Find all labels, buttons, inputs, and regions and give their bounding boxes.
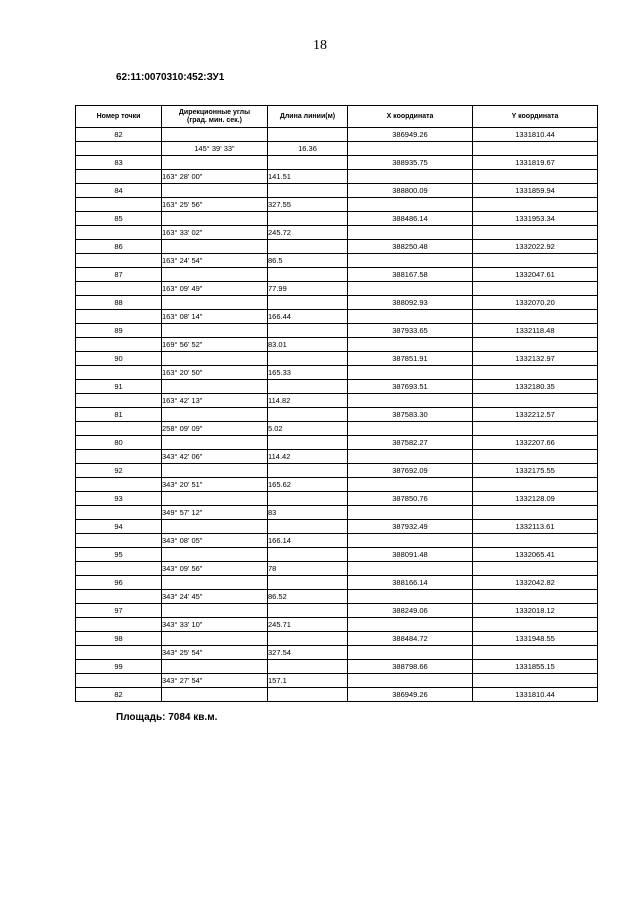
point-number: 94 <box>76 520 162 534</box>
point-row <box>76 324 598 338</box>
empty-cell <box>348 674 473 688</box>
point-row <box>76 660 598 674</box>
empty-cell <box>268 576 348 590</box>
x-coordinate: 388166.14 <box>348 576 473 590</box>
point-row <box>76 268 598 282</box>
empty-cell <box>473 506 598 520</box>
empty-cell <box>268 128 348 142</box>
segment-row <box>76 478 598 492</box>
y-coordinate: 1331855.15 <box>473 660 598 674</box>
empty-cell <box>162 492 268 506</box>
empty-cell <box>473 338 598 352</box>
empty-cell <box>76 338 162 352</box>
point-number: 80 <box>76 436 162 450</box>
empty-cell <box>76 618 162 632</box>
empty-cell <box>268 464 348 478</box>
x-coordinate: 387692.09 <box>348 464 473 478</box>
direction-angle: 163° 24' 54" <box>162 254 268 268</box>
empty-cell <box>76 310 162 324</box>
empty-cell <box>162 380 268 394</box>
point-row <box>76 548 598 562</box>
line-length: 114.42 <box>268 450 348 464</box>
direction-angle: 163° 25' 56" <box>162 198 268 212</box>
empty-cell <box>162 604 268 618</box>
empty-cell <box>473 422 598 436</box>
y-coordinate: 1332018.12 <box>473 604 598 618</box>
empty-cell <box>76 170 162 184</box>
point-number: 81 <box>76 408 162 422</box>
x-coordinate: 388798.66 <box>348 660 473 674</box>
y-coordinate: 1331810.44 <box>473 128 598 142</box>
segment-row <box>76 282 598 296</box>
empty-cell <box>76 590 162 604</box>
empty-cell <box>348 310 473 324</box>
empty-cell <box>473 562 598 576</box>
empty-cell <box>348 506 473 520</box>
segment-row <box>76 226 598 240</box>
point-number: 86 <box>76 240 162 254</box>
line-length: 165.62 <box>268 478 348 492</box>
x-coordinate: 388167.58 <box>348 268 473 282</box>
empty-cell <box>473 366 598 380</box>
empty-cell <box>162 128 268 142</box>
empty-cell <box>76 198 162 212</box>
empty-cell <box>268 548 348 562</box>
point-row <box>76 464 598 478</box>
empty-cell <box>348 618 473 632</box>
empty-cell <box>162 660 268 674</box>
table-body <box>76 128 598 702</box>
line-length: 78 <box>268 562 348 576</box>
empty-cell <box>348 198 473 212</box>
empty-cell <box>348 450 473 464</box>
empty-cell <box>162 520 268 534</box>
direction-angle: 163° 42' 13" <box>162 394 268 408</box>
point-row <box>76 352 598 366</box>
direction-angle: 163° 20' 50" <box>162 366 268 380</box>
empty-cell <box>473 170 598 184</box>
point-number: 90 <box>76 352 162 366</box>
y-coordinate: 1332113.61 <box>473 520 598 534</box>
y-coordinate: 1332175.55 <box>473 464 598 478</box>
x-coordinate: 388249.06 <box>348 604 473 618</box>
direction-angle: 163° 09' 49" <box>162 282 268 296</box>
empty-cell <box>76 506 162 520</box>
point-number: 87 <box>76 268 162 282</box>
table-header-row <box>76 106 598 128</box>
point-number: 92 <box>76 464 162 478</box>
line-length: 16.36 <box>268 142 348 156</box>
line-length: 166.44 <box>268 310 348 324</box>
point-row <box>76 436 598 450</box>
line-length: 327.55 <box>268 198 348 212</box>
empty-cell <box>268 268 348 282</box>
point-row <box>76 380 598 394</box>
segment-row <box>76 338 598 352</box>
empty-cell <box>473 198 598 212</box>
empty-cell <box>268 436 348 450</box>
segment-row <box>76 646 598 660</box>
x-coordinate: 387850.76 <box>348 492 473 506</box>
direction-angle: 343° 09' 56" <box>162 562 268 576</box>
empty-cell <box>348 646 473 660</box>
empty-cell <box>76 674 162 688</box>
empty-cell <box>162 212 268 226</box>
empty-cell <box>162 324 268 338</box>
x-coordinate: 387583.30 <box>348 408 473 422</box>
line-length: 83 <box>268 506 348 520</box>
empty-cell <box>76 562 162 576</box>
empty-cell <box>473 590 598 604</box>
x-coordinate: 388935.75 <box>348 156 473 170</box>
empty-cell <box>76 394 162 408</box>
empty-cell <box>348 170 473 184</box>
empty-cell <box>268 352 348 366</box>
empty-cell <box>162 296 268 310</box>
point-number: 89 <box>76 324 162 338</box>
direction-angle: 343° 33' 10" <box>162 618 268 632</box>
y-coordinate: 1332207.66 <box>473 436 598 450</box>
empty-cell <box>268 408 348 422</box>
empty-cell <box>76 282 162 296</box>
point-row <box>76 296 598 310</box>
header-angle-line2: (град. мин. сек.) <box>187 116 242 124</box>
segment-row <box>76 142 598 156</box>
header-direction-angle <box>162 106 268 128</box>
empty-cell <box>268 492 348 506</box>
direction-angle: 343° 20' 51" <box>162 478 268 492</box>
point-row <box>76 604 598 618</box>
header-point-number: Номер точки <box>76 106 162 128</box>
direction-angle: 343° 24' 45" <box>162 590 268 604</box>
empty-cell <box>348 422 473 436</box>
segment-row <box>76 254 598 268</box>
point-number: 82 <box>76 128 162 142</box>
empty-cell <box>268 212 348 226</box>
x-coordinate: 387582.27 <box>348 436 473 450</box>
point-row <box>76 520 598 534</box>
point-number: 82 <box>76 688 162 702</box>
segment-row <box>76 198 598 212</box>
empty-cell <box>268 156 348 170</box>
y-coordinate: 1331859.94 <box>473 184 598 198</box>
point-number: 99 <box>76 660 162 674</box>
empty-cell <box>268 184 348 198</box>
point-row <box>76 240 598 254</box>
point-row <box>76 128 598 142</box>
empty-cell <box>76 226 162 240</box>
empty-cell <box>268 324 348 338</box>
point-row <box>76 576 598 590</box>
point-row <box>76 632 598 646</box>
segment-row <box>76 450 598 464</box>
empty-cell <box>348 562 473 576</box>
header-angle-line1: Дирекционные углы <box>178 108 251 116</box>
empty-cell <box>76 422 162 436</box>
empty-cell <box>348 226 473 240</box>
empty-cell <box>162 240 268 254</box>
empty-cell <box>348 478 473 492</box>
empty-cell <box>268 604 348 618</box>
empty-cell <box>162 464 268 478</box>
line-length: 157.1 <box>268 674 348 688</box>
segment-row <box>76 534 598 548</box>
empty-cell <box>473 282 598 296</box>
x-coordinate: 387851.91 <box>348 352 473 366</box>
line-length: 83.01 <box>268 338 348 352</box>
empty-cell <box>473 674 598 688</box>
y-coordinate: 1332132.97 <box>473 352 598 366</box>
point-row <box>76 688 598 702</box>
empty-cell <box>348 534 473 548</box>
cadastral-number: 62:11:0070310:452:ЗУ1 <box>116 72 225 83</box>
empty-cell <box>162 184 268 198</box>
empty-cell <box>473 450 598 464</box>
empty-cell <box>348 366 473 380</box>
empty-cell <box>473 478 598 492</box>
empty-cell <box>162 156 268 170</box>
point-number: 98 <box>76 632 162 646</box>
direction-angle: 343° 08' 05" <box>162 534 268 548</box>
coordinates-table <box>75 105 598 702</box>
area-total: Площадь: 7084 кв.м. <box>116 712 218 723</box>
line-length: 165.33 <box>268 366 348 380</box>
direction-angle: 258° 09' 09" <box>162 422 268 436</box>
point-number: 91 <box>76 380 162 394</box>
empty-cell <box>162 268 268 282</box>
segment-row <box>76 366 598 380</box>
x-coordinate: 387933.65 <box>348 324 473 338</box>
empty-cell <box>348 142 473 156</box>
segment-row <box>76 170 598 184</box>
empty-cell <box>348 394 473 408</box>
segment-row <box>76 590 598 604</box>
point-number: 93 <box>76 492 162 506</box>
empty-cell <box>268 688 348 702</box>
y-coordinate: 1331819.67 <box>473 156 598 170</box>
empty-cell <box>162 632 268 646</box>
segment-row <box>76 618 598 632</box>
point-number: 84 <box>76 184 162 198</box>
page-number: 18 <box>313 38 327 53</box>
x-coordinate: 387932.49 <box>348 520 473 534</box>
empty-cell <box>473 618 598 632</box>
empty-cell <box>473 226 598 240</box>
point-row <box>76 408 598 422</box>
segment-row <box>76 422 598 436</box>
y-coordinate: 1332042.82 <box>473 576 598 590</box>
y-coordinate: 1332022.92 <box>473 240 598 254</box>
empty-cell <box>473 254 598 268</box>
empty-cell <box>162 548 268 562</box>
segment-row <box>76 674 598 688</box>
empty-cell <box>348 282 473 296</box>
point-number: 83 <box>76 156 162 170</box>
empty-cell <box>76 646 162 660</box>
line-length: 114.82 <box>268 394 348 408</box>
empty-cell <box>76 534 162 548</box>
empty-cell <box>348 254 473 268</box>
line-length: 245.72 <box>268 226 348 240</box>
x-coordinate: 388484.72 <box>348 632 473 646</box>
x-coordinate: 387693.51 <box>348 380 473 394</box>
point-row <box>76 492 598 506</box>
point-number: 95 <box>76 548 162 562</box>
y-coordinate: 1332065.41 <box>473 548 598 562</box>
empty-cell <box>268 632 348 646</box>
header-x-coordinate: X координата <box>348 106 473 128</box>
empty-cell <box>348 338 473 352</box>
empty-cell <box>76 142 162 156</box>
empty-cell <box>76 478 162 492</box>
direction-angle: 343° 25' 54" <box>162 646 268 660</box>
direction-angle: 343° 42' 06" <box>162 450 268 464</box>
y-coordinate: 1332180.35 <box>473 380 598 394</box>
empty-cell <box>162 576 268 590</box>
segment-row <box>76 394 598 408</box>
y-coordinate: 1331948.55 <box>473 632 598 646</box>
point-number: 85 <box>76 212 162 226</box>
x-coordinate: 388800.09 <box>348 184 473 198</box>
line-length: 327.54 <box>268 646 348 660</box>
empty-cell <box>162 688 268 702</box>
y-coordinate: 1332212.57 <box>473 408 598 422</box>
empty-cell <box>473 310 598 324</box>
y-coordinate: 1332128.09 <box>473 492 598 506</box>
empty-cell <box>162 436 268 450</box>
empty-cell <box>162 352 268 366</box>
x-coordinate: 388486.14 <box>348 212 473 226</box>
empty-cell <box>268 296 348 310</box>
line-length: 86.5 <box>268 254 348 268</box>
direction-angle: 145° 39' 33" <box>162 142 268 156</box>
point-row <box>76 156 598 170</box>
x-coordinate: 386949.26 <box>348 688 473 702</box>
header-line-length: Длина линии(м) <box>268 106 348 128</box>
line-length: 141.51 <box>268 170 348 184</box>
x-coordinate: 388091.48 <box>348 548 473 562</box>
segment-row <box>76 310 598 324</box>
point-number: 97 <box>76 604 162 618</box>
y-coordinate: 1331810.44 <box>473 688 598 702</box>
x-coordinate: 388092.93 <box>348 296 473 310</box>
direction-angle: 169° 56' 52" <box>162 338 268 352</box>
empty-cell <box>268 380 348 394</box>
empty-cell <box>268 520 348 534</box>
empty-cell <box>268 240 348 254</box>
line-length: 86.52 <box>268 590 348 604</box>
empty-cell <box>473 142 598 156</box>
empty-cell <box>473 534 598 548</box>
point-row <box>76 184 598 198</box>
y-coordinate: 1332118.48 <box>473 324 598 338</box>
segment-row <box>76 562 598 576</box>
x-coordinate: 386949.26 <box>348 128 473 142</box>
direction-angle: 343° 27' 54" <box>162 674 268 688</box>
direction-angle: 163° 33' 02" <box>162 226 268 240</box>
y-coordinate: 1331953.34 <box>473 212 598 226</box>
empty-cell <box>76 450 162 464</box>
empty-cell <box>76 254 162 268</box>
y-coordinate: 1332047.61 <box>473 268 598 282</box>
empty-cell <box>348 590 473 604</box>
point-number: 96 <box>76 576 162 590</box>
direction-angle: 163° 28' 00" <box>162 170 268 184</box>
empty-cell <box>76 366 162 380</box>
empty-cell <box>473 394 598 408</box>
empty-cell <box>268 660 348 674</box>
empty-cell <box>162 408 268 422</box>
x-coordinate: 388250.48 <box>348 240 473 254</box>
line-length: 245.71 <box>268 618 348 632</box>
y-coordinate: 1332070.20 <box>473 296 598 310</box>
header-y-coordinate: Y координата <box>473 106 598 128</box>
point-row <box>76 212 598 226</box>
line-length: 77.99 <box>268 282 348 296</box>
line-length: 166.14 <box>268 534 348 548</box>
line-length: 5.02 <box>268 422 348 436</box>
segment-row <box>76 506 598 520</box>
empty-cell <box>473 646 598 660</box>
direction-angle: 349° 57' 12" <box>162 506 268 520</box>
direction-angle: 163° 08' 14" <box>162 310 268 324</box>
point-number: 88 <box>76 296 162 310</box>
